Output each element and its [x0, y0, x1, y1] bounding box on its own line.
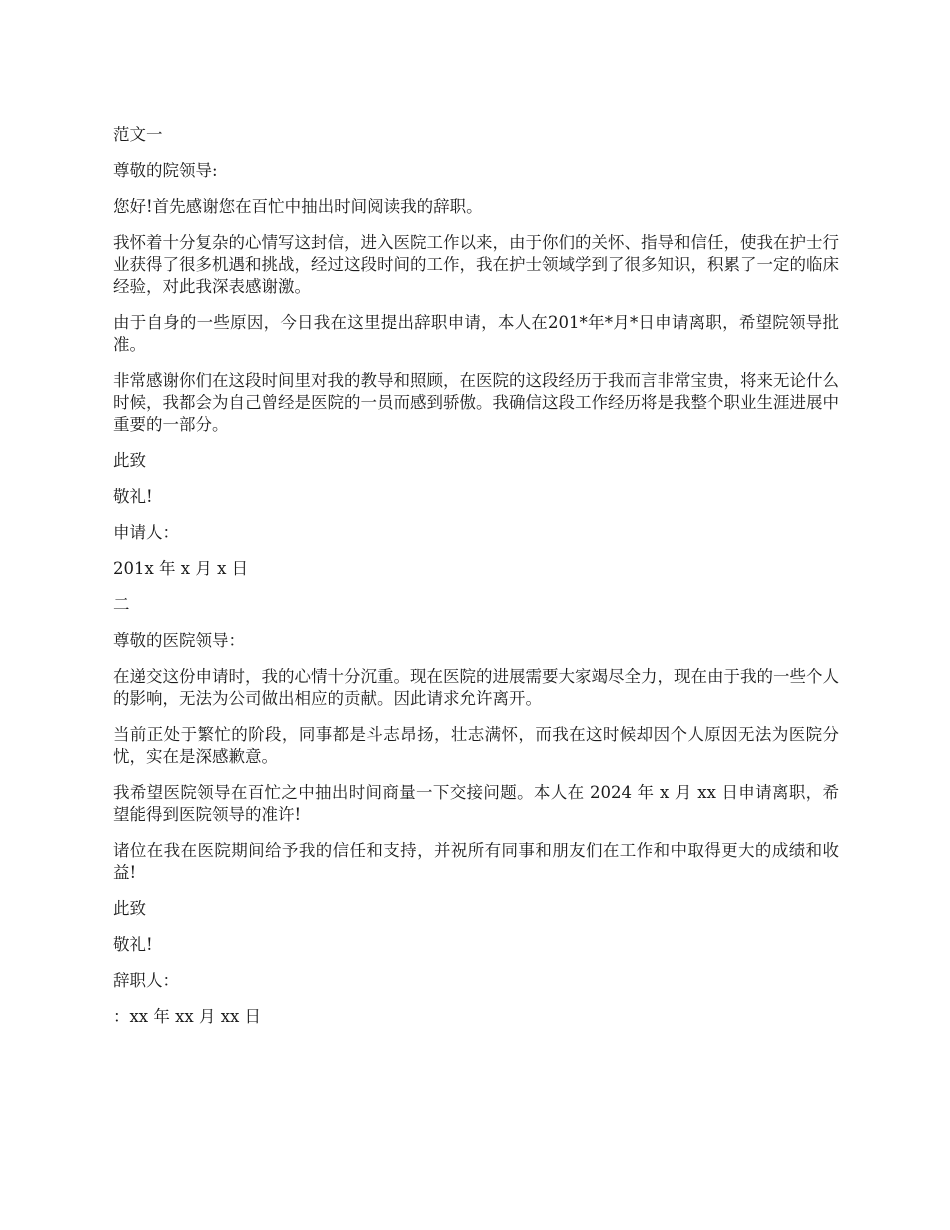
letter1-paragraph-4: 非常感谢你们在这段时间里对我的教导和照顾，在医院的这段经历于我而言非常宝贵，将来无论什么时候，我都会为自己曾经是医院的一员而感到骄傲。我确信这段工作经历将是我整个职业生涯进展中重要的一部分。: [113, 371, 839, 434]
letter1-closing-2: 敬礼!: [113, 487, 153, 506]
letter2-paragraph-1: 在递交这份申请时，我的心情十分沉重。现在医院的进展需要大家竭尽全力，现在由于我的一些个人的影响，无法为公司做出相应的贡献。因此请求允许离开。: [113, 667, 839, 708]
letter1-paragraph-3: 由于自身的一些原因，今日我在这里提出辞职申请，本人在201*年*月*日申请离职，希望院领导批准。: [113, 313, 839, 354]
letter2-salutation: 尊敬的医院领导：: [113, 631, 245, 650]
letter1-paragraph-2: 我怀着十分复杂的心情写这封信，进入医院工作以来，由于你们的关怀、指导和信任，使我在护士行业获得了很多机遇和挑战，经过这段时间的工作，我在护士领域学到了很多知识，积累了一定的临床经验，对此我深表感谢激。: [113, 233, 839, 296]
document-page: [113, 124, 839, 1042]
letter2-closing-1: 此致: [113, 899, 146, 918]
letter1-applicant: 申请人：: [113, 523, 179, 542]
letter2-applicant: 辞职人：: [113, 971, 179, 990]
letter2-paragraph-2: 当前正处于繁忙的阶段，同事都是斗志昂扬，壮志满怀，而我在这时候却因个人原因无法为医院分忧，实在是深感歉意。: [113, 725, 839, 766]
letter2-paragraph-3: 我希望医院领导在百忙之中抽出时间商量一下交接问题。本人在 2024 年 x 月 xx 日申请离职，希望能得到医院领导的准许!: [113, 783, 839, 824]
letter1-salutation: 尊敬的院领导:: [113, 161, 218, 180]
letter2-date: ：xx 年 xx 月 xx 日: [113, 1007, 262, 1026]
letter1-date: 201x 年 x 月 x 日: [113, 559, 249, 578]
letter1-paragraph-1: 您好!首先感谢您在百忙中抽出时间阅读我的辞职。: [113, 197, 483, 216]
letter1-title: 范文一: [113, 125, 163, 144]
letter1-closing-1: 此致: [113, 451, 146, 470]
letter2-title: 二: [113, 595, 130, 614]
letter2-paragraph-4: 诸位在我在医院期间给予我的信任和支持，并祝所有同事和朋友们在工作和中取得更大的成绩和收益!: [113, 841, 839, 882]
letter2-closing-2: 敬礼!: [113, 935, 153, 954]
